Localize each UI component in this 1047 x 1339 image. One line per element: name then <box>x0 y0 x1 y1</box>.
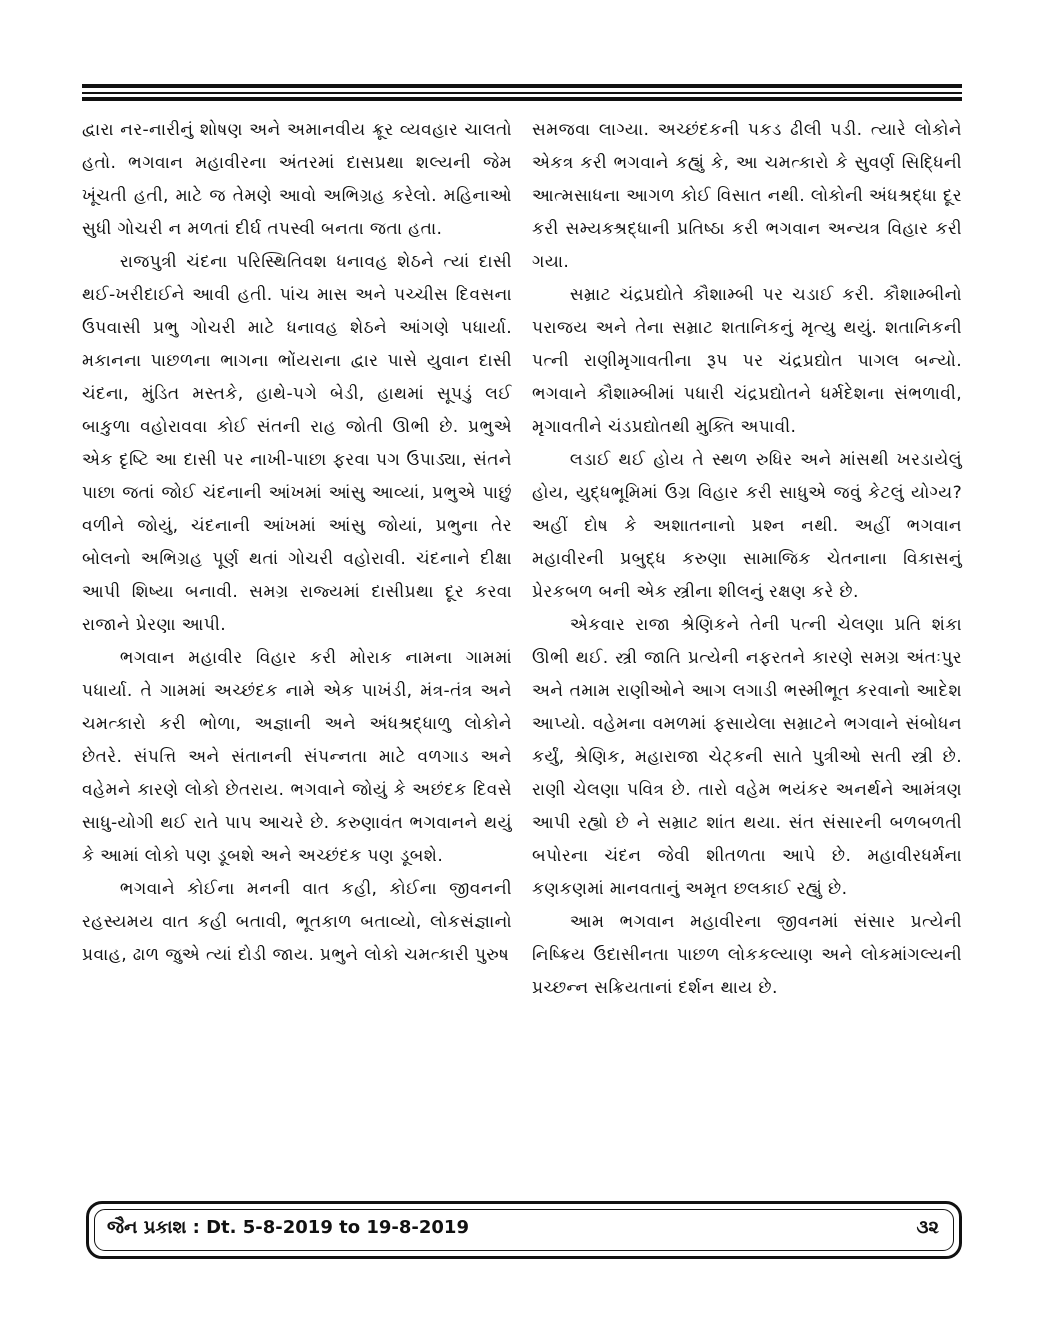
header-rule-top <box>82 84 962 88</box>
right-column <box>532 114 962 1005</box>
footer-frame <box>86 1201 962 1259</box>
header-rule-middle <box>82 92 962 94</box>
header-rule-bottom <box>82 97 962 101</box>
paragraph: ભગવાને કોઈના મનની વાત કહી, કોઈના જીવનની રહસ્યમય વાત કહી બતાવી, ભૂતકાળ બતાવ્યો, લોકસંજ્ઞાનો પ્રવાહ, ઢાળ જુએ ત્યાં દોડી જાય. પ્રભુને લોકો ચમત્કારી પુરુષ <box>82 879 512 965</box>
paragraph: રાજપુત્રી ચંદના પરિસ્થિતિવશ ધનાવહ શેઠને ત્યાં દાસી થઈ-ખરીદાઈને આવી હતી. પાંચ માસ અને પચ્ચીસ દિવસના ઉપવાસી પ્રભુ ગોચરી માટે ધનાવહ શેઠને આંગણે પધાર્યા. મકાનના પાછળના ભાગના ભોંયરાના દ્વાર પાસે યુવાન દાસી ચંદના, મુંડિત મસ્તકે, હાથે-પગે બેડી, હાથમાં સૂપડું લઈ બાકુળા વહોરાવવા કોઈ સંતની રાહ જોતી ઊભી છે. પ્રભુએ એક દૃષ્ટિ આ દાસી પર નાખી-પાછા ફરવા પગ ઉપાડ્યા, સંતને પાછા જતાં જોઈ ચંદનાની આંખમાં આંસુ આવ્યાં, પ્રભુએ પાછું વળીને જોયું, ચંદનાની આંખમાં આંસુ જોયાં, પ્રભુના તેર બોલનો અભિગ્રહ પૂર્ણ થતાં ગોચરી વહોરાવી. ચંદનાને દીક્ષા આપી શિષ્યા બનાવી. સમગ્ર રાજ્યમાં દાસીપ્રથા દૂર કરવા રાજાને પ્રેરણા આપી. <box>82 252 512 635</box>
left-column <box>82 114 512 972</box>
paragraph: આમ ભગવાન મહાવીરના જીવનમાં સંસાર પ્રત્યેની નિષ્ક્રિય ઉદાસીનતા પાછળ લોકકલ્યાણ અને લોકમાંગલ્યની પ્રચ્છન્ન સક્રિયતાનાં દર્શન થાય છે. <box>532 912 962 998</box>
footer-inner-frame <box>94 1209 954 1251</box>
page-number: ૩૨ <box>916 1217 939 1238</box>
paragraph: સમ્રાટ ચંદ્રપ્રદ્યોતે કૌશામ્બી પર ચડાઈ કરી. કૌશામ્બીનો પરાજય અને તેના સમ્રાટ શતાનિકનું મૃત્યુ થયું. શતાનિકની પત્ની રાણીમૃગાવતીના રૂપ પર ચંદ્રપ્રદ્યોત પાગલ બન્યો. ભગવાને કૌશામ્બીમાં પધારી ચંદ્રપ્રદ્યોતને ધર્મદેશના સંભળાવી, મૃગાવતીને ચંડપ્રદ્યોતથી મુક્તિ અપાવી. <box>532 285 962 437</box>
paragraph: એકવાર રાજા શ્રેણિકને તેની પત્ની ચેલણા પ્રતિ શંકા ઊભી થઈ. સ્ત્રી જાતિ પ્રત્યેની નફરતને કારણે સમગ્ર અંતઃપુર અને તમામ રાણીઓને આગ લગાડી ભસ્મીભૂત કરવાનો આદેશ આપ્યો. વહેમના વમળમાં ફસાયેલા સમ્રાટને ભગવાને સંબોધન કર્યું, શ્રેણિક, મહારાજા ચેટ્કની સાતે પુત્રીઓ સતી સ્ત્રી છે. રાણી ચેલણા પવિત્ર છે. તારો વહેમ ભયંકર અનર્થને આમંત્રણ આપી રહ્યો છે ને સમ્રાટ શાંત થયા. સંત સંસારની બળબળતી બપોરના ચંદન જેવી શીતળતા આપે છે. મહાવીરધર્મના કણકણમાં માનવતાનું અમૃત છલકાઈ રહ્યું છે. <box>532 615 962 899</box>
publication-info: જૈન પ્રકાશ : Dt. 5-8-2019 to 19-8-2019 <box>107 1217 469 1238</box>
paragraph: ભગવાન મહાવીર વિહાર કરી મોરાક નામના ગામમાં પધાર્યા. તે ગામમાં અચ્છંદક નામે એક પાખંડી, મંત્ર-તંત્ર અને ચમત્કારો કરી ભોળા, અજ્ઞાની અને અંધશ્રદ્ધાળુ લોકોને છેતરે. સંપત્તિ અને સંતાનની સંપન્નતા માટે વળગાડ અને વહેમને કારણે લોકો છેતરાય. ભગવાને જોયું કે અછંદક દિવસે સાધુ-યોગી થઈ રાતે પાપ આચરે છે. કરુણાવંત ભગવાનને થયું કે આમાં લોકો પણ ડૂબશે અને અચ્છંદક પણ ડૂબશે. <box>82 648 512 866</box>
paragraph: દ્વારા નર-નારીનું શોષણ અને અમાનવીય ક્રૂર વ્યવહાર ચાલતો હતો. ભગવાન મહાવીરના અંતરમાં દાસપ્રથા શલ્યની જેમ ખૂંચતી હતી, માટે જ તેમણે આવો અભિગ્રહ કરેલો. મહિનાઓ સુધી ગોચરી ન મળતાં દીર્ઘ તપસ્વી બનતા જતા હતા. <box>82 120 512 239</box>
paragraph: સમજવા લાગ્યા. અચ્છંદકની પકડ ઢીલી પડી. ત્યારે લોકોને એકત્ર કરી ભગવાને કહ્યું કે, આ ચમત્કારો કે સુવર્ણ સિદ્ધિની આત્મસાધના આગળ કોઈ વિસાત નથી. લોકોની અંધશ્રદ્ધા દૂર કરી સમ્યક્શ્રદ્ધાની પ્રતિષ્ઠા કરી ભગવાન અન્યત્ર વિહાર કરી ગયા. <box>532 120 962 272</box>
paragraph: લડાઈ થઈ હોય તે સ્થળ રુધિર અને માંસથી ખરડાયેલું હોય, યુદ્ધભૂમિમાં ઉગ્ર વિહાર કરી સાધુએ જવું કેટલું યોગ્ય? અહીં દોષ કે અશાતનાનો પ્રશ્ન નથી. અહીં ભગવાન મહાવીરની પ્રબુદ્ધ કરુણા સામાજિક ચેતનાના વિકાસનું પ્રેરકબળ બની એક સ્ત્રીના શીલનું રક્ષણ કરે છે. <box>532 450 962 602</box>
